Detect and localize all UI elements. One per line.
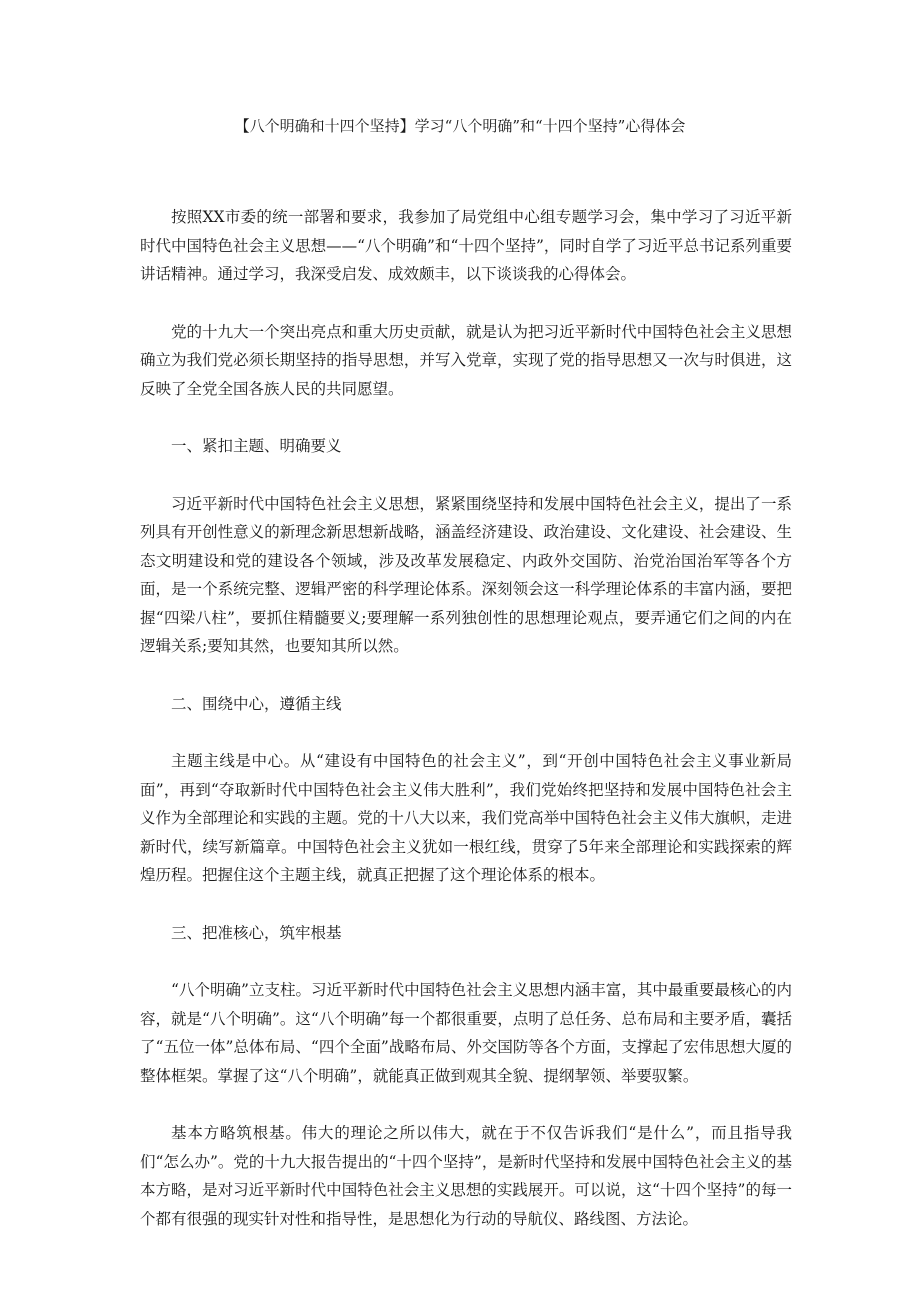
section-heading-3: 三、把准核心，筑牢根基	[171, 923, 342, 942]
section-heading-1: 一、紧扣主题、明确要义	[171, 437, 342, 455]
paragraph-gap	[140, 718, 792, 747]
paragraph-gap	[140, 890, 792, 919]
document-body	[140, 203, 792, 1233]
paragraph-section-3b: 基本方略筑根基。伟大的理论之所以伟大，就在于不仅告诉我们“是什么”，而且指导我们“怎么办”。党的十九大报告提出的“十四个坚持”，是新时代坚持和发展中国特色社会主义的基本方略，是对习近平新时代中国特色社会主义思想的实践展开。可以说，这“十四个坚持”的每一个都有很强的现实针对性和指导性，是思想化为行动的导航仪、路线图、方法论。	[140, 1124, 792, 1228]
paragraph-section-1: 习近平新时代中国特色社会主义思想，紧紧围绕坚持和发展中国特色社会主义，提出了一系列具有开创性意义的新理念新思想新战略，涵盖经济建设、政治建设、文化建设、社会建设、生态文明建设和党的建设各个领域，涉及改革发展稳定、内政外交国防、治党治国治军等各个方面，是一个系统完整、逻辑严密的科学理论体系。深刻领会这一科学理论体系的丰富内涵，要把握“四梁八柱”，要抓住精髓要义;要理解一系列独创性的思想理论观点，要弄通它们之间的内在逻辑关系;要知其然，也要知其所以然。	[140, 494, 792, 655]
paragraph-background: 党的十九大一个突出亮点和重大历史贡献，就是认为把习近平新时代中国特色社会主义思想确立为我们党必须长期坚持的指导思想，并写入党章，实现了党的指导思想又一次与时俱进，这反映了全党全国各族人民的共同愿望。	[140, 322, 792, 398]
paragraph-gap	[140, 289, 792, 318]
document-title: 【八个明确和十四个坚持】学习“八个明确”和“十四个坚持”心得体会	[234, 117, 686, 135]
paragraph-gap	[140, 461, 792, 490]
paragraph-intro: 按照XX市委的统一部署和要求，我参加了局党组中心组专题学习会，集中学习了习近平新时代中国特色社会主义思想——“八个明确”和“十四个坚持”，同时自学了习近平总书记系列重要讲话精神。通过学习，我深受启发、成效颇丰，以下谈谈我的心得体会。	[140, 208, 792, 283]
paragraph-gap	[140, 947, 792, 976]
section-heading-2: 二、围绕中心，遵循主线	[171, 694, 342, 713]
paragraph-gap	[140, 403, 792, 432]
paragraph-section-3a: “八个明确”立支柱。习近平新时代中国特色社会主义思想内涵丰富，其中最重要最核心的内容，就是“八个明确”。这“八个明确”每一个都很重要，点明了总任务、总布局和主要矛盾，囊括了“五位一体”总体布局、“四个全面”战略布局、外交国防等各个方面，支撑起了宏伟思想大厦的整体框架。掌握了这“八个明确”，就能真正做到观其全貌、提纲挈领、举要驭繁。	[140, 981, 792, 1085]
paragraph-gap	[140, 661, 792, 690]
paragraph-section-2: 主题主线是中心。从“建设有中国特色的社会主义”，到“开创中国特色社会主义事业新局面”，再到“夺取新时代中国特色社会主义伟大胜利”，我们党始终把坚持和发展中国特色社会主义作为全部理论和实践的主题。党的十八大以来，我们党高举中国特色社会主义伟大旗帜，走进新时代，续写新篇章。中国特色社会主义犹如一根红线，贯穿了5年来全部理论和实践探索的辉煌历程。把握住这个主题主线，就真正把握了这个理论体系的根本。	[140, 752, 792, 884]
paragraph-gap	[140, 1090, 792, 1119]
